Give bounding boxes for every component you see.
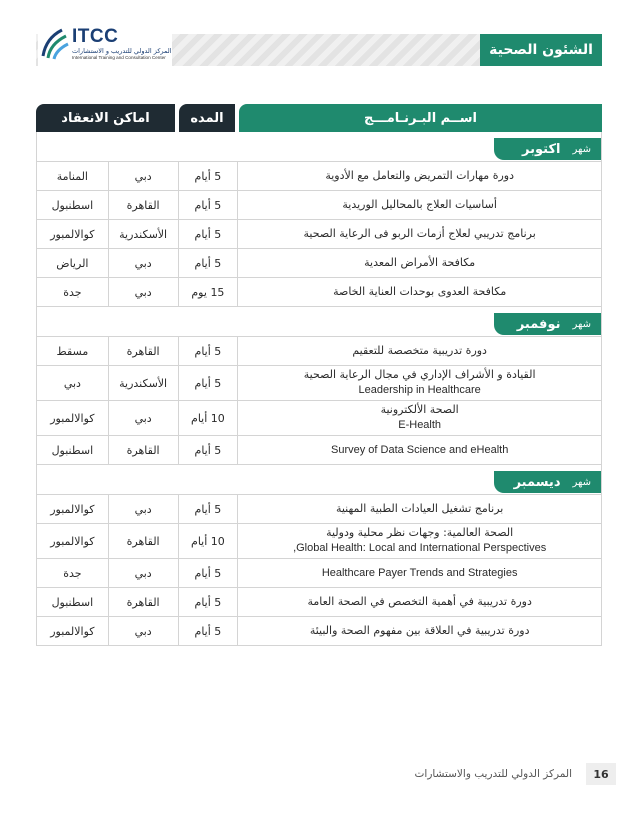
duration-cell: 15 يوم (179, 278, 239, 306)
table-row (36, 337, 602, 366)
city-cell: دبي (109, 249, 179, 277)
month-label: شهر (572, 318, 591, 330)
program-name-line: دورة تدريبية في العلاقة بين مفهوم الصحة والبيئة (309, 623, 530, 637)
city-cell: القاهرة (109, 524, 179, 558)
table-header (36, 104, 602, 132)
city-cell: دبي (109, 278, 179, 306)
program-name-cell (238, 524, 601, 558)
city-cell: الأسكندرية (109, 366, 179, 400)
place-cell: كوالالمبور (37, 495, 109, 523)
table-body (36, 132, 602, 646)
table-row (36, 588, 602, 617)
program-name-cell (238, 191, 601, 219)
table-row (36, 559, 602, 588)
itcc-logo (38, 22, 172, 66)
city-cell: دبي (109, 495, 179, 523)
table-row (36, 366, 602, 401)
program-name-line: دورة تدريبية متخصصة للتعقيم (352, 343, 487, 357)
city-cell: دبي (109, 559, 179, 587)
city-cell: دبي (109, 401, 179, 435)
program-name-line: Healthcare Payer Trends and Strategies (321, 566, 518, 579)
month-name: نوفمبر (516, 316, 561, 332)
program-name-cell (238, 337, 601, 365)
header-duration: المده (179, 104, 239, 132)
section-title (480, 34, 602, 66)
month-label: شهر (572, 476, 591, 488)
program-name-line: برنامج تدريبي لعلاج أزمات الربو فى الرعاية الصحية (303, 226, 536, 240)
table-row (36, 401, 602, 436)
city-cell: القاهرة (109, 436, 179, 464)
place-cell: دبي (37, 366, 109, 400)
duration-cell: 5 أيام (179, 617, 239, 645)
city-cell: دبي (109, 617, 179, 645)
table-row (36, 278, 602, 307)
program-name-line: دورة مهارات التمريض والتعامل مع الأدوية (325, 168, 514, 182)
footer-center-name: المركز الدولي للتدريب والاستشارات (414, 768, 572, 780)
duration-cell: 10 أيام (179, 524, 239, 558)
month-header (36, 307, 602, 337)
duration-cell: 5 أيام (179, 366, 239, 400)
place-cell: كوالالمبور (37, 401, 109, 435)
place-cell: اسطنبول (37, 191, 109, 219)
duration-cell: 5 أيام (179, 337, 239, 365)
program-name-cell (238, 559, 601, 587)
month-name: ديسمبر (513, 474, 561, 490)
table-row (36, 524, 602, 559)
program-name-cell (238, 366, 601, 400)
logo-emblem-icon (40, 26, 70, 62)
program-name-line: Survey of Data Science and eHealth (330, 443, 509, 456)
program-name-line: Leadership in Healthcare (358, 384, 481, 396)
section-title-text: الشئون الصحية (489, 42, 593, 58)
duration-cell: 5 أيام (179, 588, 239, 616)
place-cell: الرياض (37, 249, 109, 277)
logo-english-name: International Training and Consultation Center (72, 55, 166, 61)
city-cell: القاهرة (109, 337, 179, 365)
place-cell: جدة (37, 278, 109, 306)
city-cell: الأسكندرية (109, 220, 179, 248)
program-name-cell (238, 220, 601, 248)
duration-cell: 5 أيام (179, 220, 239, 248)
program-name-cell (238, 249, 601, 277)
page-number: 16 (586, 763, 616, 785)
program-name-line: E-Health (398, 419, 442, 431)
program-name-line: Global Health: Local and International Perspectives, (293, 542, 547, 554)
table-row (36, 495, 602, 524)
month-badge (494, 313, 601, 335)
header-locations: اماكن الانعقاد (36, 104, 179, 132)
program-name-line: مكافحة العدوى بوحدات العناية الخاصة (333, 284, 507, 298)
month-name: اكتوبر (522, 141, 561, 157)
month-badge (494, 471, 601, 493)
place-cell: جدة (37, 559, 109, 587)
place-cell: مسقط (37, 337, 109, 365)
duration-cell: 5 أيام (179, 495, 239, 523)
table-row (36, 436, 602, 465)
program-name-line: برنامج تشغيل العيادات الطبية المهنية (335, 501, 504, 515)
program-name-line: الصحة الألكترونية (380, 403, 459, 417)
table-row (36, 220, 602, 249)
program-name-cell (238, 495, 601, 523)
month-badge (494, 138, 601, 160)
city-cell: القاهرة (109, 588, 179, 616)
program-name-line: أساسيات العلاج بالمحاليل الوريدية (342, 197, 497, 211)
place-cell: المنامة (37, 162, 109, 190)
duration-cell: 5 أيام (179, 436, 239, 464)
duration-cell: 5 أيام (179, 162, 239, 190)
program-name-line: مكافحة الأمراض المعدية (364, 255, 476, 269)
footer (415, 763, 616, 785)
program-name-cell (238, 588, 601, 616)
header-program: اســم البـرنـامـــج (239, 104, 602, 132)
duration-cell: 5 أيام (179, 559, 239, 587)
table-row (36, 191, 602, 220)
place-cell: كوالالمبور (37, 617, 109, 645)
month-header (36, 465, 602, 495)
duration-cell: 5 أيام (179, 191, 239, 219)
logo-brand: ITCC (72, 25, 119, 47)
table-row (36, 162, 602, 191)
program-name-cell (238, 617, 601, 645)
program-name-line: القيادة و الأشراف الإداري في مجال الرعاية الصحية (303, 368, 536, 382)
city-cell: دبي (109, 162, 179, 190)
program-name-cell (238, 401, 601, 435)
program-name-line: الصحة العالمية: وجهات نظر محلية ودولية (326, 526, 514, 540)
place-cell: كوالالمبور (37, 524, 109, 558)
duration-cell: 5 أيام (179, 249, 239, 277)
program-name-cell (238, 278, 601, 306)
program-name-cell (238, 436, 601, 464)
month-header (36, 132, 602, 162)
month-label: شهر (572, 143, 591, 155)
duration-cell: 10 أيام (179, 401, 239, 435)
table-row (36, 249, 602, 278)
city-cell: القاهرة (109, 191, 179, 219)
place-cell: اسطنبول (37, 588, 109, 616)
program-name-line: دورة تدريبية في أهمية التخصص في الصحة العامة (307, 594, 532, 608)
logo-arabic-name: المركز الدولي للتدريب و الاستشارات (72, 46, 172, 55)
table-row (36, 617, 602, 646)
program-name-cell (238, 162, 601, 190)
place-cell: كوالالمبور (37, 220, 109, 248)
programs-table (36, 104, 602, 646)
place-cell: اسطنبول (37, 436, 109, 464)
